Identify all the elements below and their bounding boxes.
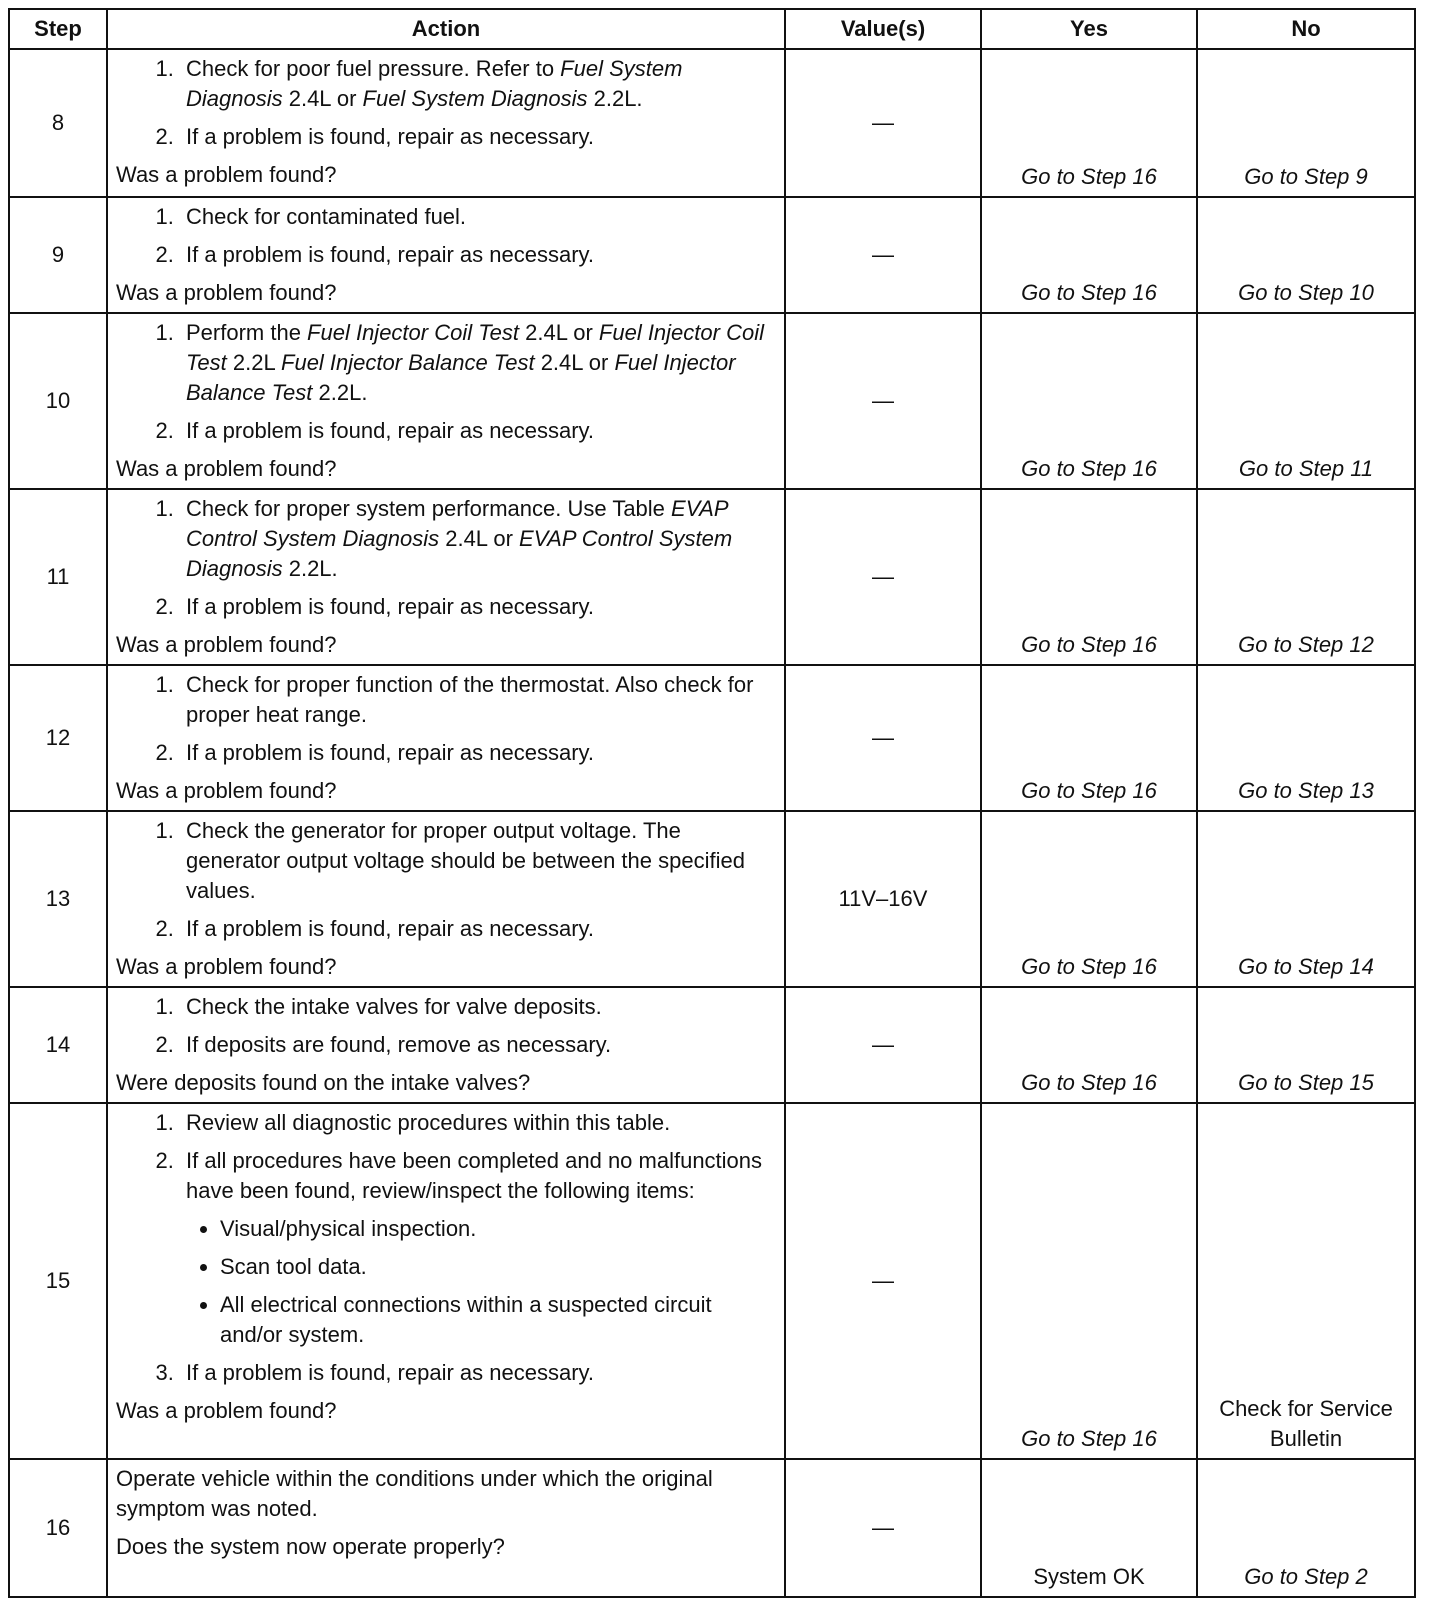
inspection-list — [186, 1214, 778, 1350]
header-values: Value(s) — [785, 9, 981, 49]
action-text: Operate vehicle within the conditions under which the original symptom was noted. — [116, 1466, 713, 1521]
yes-link[interactable]: Go to Step 16 — [981, 197, 1197, 313]
value-cell: — — [785, 49, 981, 197]
action-cell — [107, 489, 785, 665]
no-link[interactable]: Go to Step 14 — [1197, 811, 1415, 987]
action-cell — [107, 197, 785, 313]
action-question: Does the system now operate properly? — [116, 1534, 505, 1559]
step-number: 15 — [9, 1103, 107, 1459]
action-question: Were deposits found on the intake valves? — [116, 1070, 531, 1095]
table-row — [9, 811, 1415, 987]
action-step: 1. Review all diagnostic procedures within this table. — [180, 1108, 778, 1138]
action-question: Was a problem found? — [116, 280, 337, 305]
value-cell: — — [785, 489, 981, 665]
table-row — [9, 49, 1415, 197]
action-step: 1. Check for proper function of the thermostat. Also check for proper heat range. — [180, 670, 778, 730]
header-step: Step — [9, 9, 107, 49]
action-cell — [107, 665, 785, 811]
table-row — [9, 987, 1415, 1103]
action-question: Was a problem found? — [116, 1398, 337, 1423]
action-step: 2. If all procedures have been completed and no malfunctions have been found, review/inspect the following items: • Visual/physical inspection. • Scan tool data. • All electrical connections within a suspected circuit and/or system. — [180, 1146, 778, 1350]
step-number: 8 — [9, 49, 107, 197]
list-item: • All electrical connections within a suspected circuit and/or system. — [220, 1290, 778, 1350]
action-step: 1. Check the intake valves for valve deposits. — [180, 992, 778, 1022]
action-cell — [107, 811, 785, 987]
action-cell — [107, 1459, 785, 1597]
step-number: 9 — [9, 197, 107, 313]
action-step: 2. If a problem is found, repair as necessary. — [180, 914, 778, 944]
action-step: 1. Check for poor fuel pressure. Refer to Fuel System Diagnosis 2.4L or Fuel System Diagnosis 2.2L. — [180, 54, 778, 114]
header-yes: Yes — [981, 9, 1197, 49]
value-cell: — — [785, 665, 981, 811]
table-row — [9, 1103, 1415, 1459]
list-item: • Scan tool data. — [220, 1252, 778, 1282]
no-link[interactable]: Go to Step 15 — [1197, 987, 1415, 1103]
yes-result: System OK — [981, 1459, 1197, 1597]
action-step: 1. Check the generator for proper output voltage. The generator output voltage should be between the specified values. — [180, 816, 778, 906]
value-cell: — — [785, 1103, 981, 1459]
action-step: 3. If a problem is found, repair as necessary. — [180, 1358, 778, 1388]
action-step: 1. Check for proper system performance. Use Table EVAP Control System Diagnosis 2.4L or EVAP Control System Diagnosis 2.2L. — [180, 494, 778, 584]
table-row — [9, 313, 1415, 489]
yes-link[interactable]: Go to Step 16 — [981, 489, 1197, 665]
yes-link[interactable]: Go to Step 16 — [981, 313, 1197, 489]
action-step: 2. If a problem is found, repair as necessary. — [180, 592, 778, 622]
action-cell — [107, 49, 785, 197]
step-number: 12 — [9, 665, 107, 811]
yes-link[interactable]: Go to Step 16 — [981, 987, 1197, 1103]
action-step: 2. If a problem is found, repair as necessary. — [180, 122, 778, 152]
action-cell — [107, 1103, 785, 1459]
action-question: Was a problem found? — [116, 778, 337, 803]
action-question: Was a problem found? — [116, 162, 337, 187]
action-step: 1. Check for contaminated fuel. — [180, 202, 778, 232]
table-row — [9, 665, 1415, 811]
step-number: 14 — [9, 987, 107, 1103]
step-number: 13 — [9, 811, 107, 987]
table-row — [9, 489, 1415, 665]
value-cell: — — [785, 313, 981, 489]
diagnostic-table — [8, 8, 1416, 1598]
action-question: Was a problem found? — [116, 954, 337, 979]
value-cell: — — [785, 197, 981, 313]
yes-link[interactable]: Go to Step 16 — [981, 665, 1197, 811]
action-step: 2. If a problem is found, repair as necessary. — [180, 738, 778, 768]
no-link[interactable]: Go to Step 10 — [1197, 197, 1415, 313]
action-step: 2. If a problem is found, repair as necessary. — [180, 416, 778, 446]
action-step: 2. If a problem is found, repair as necessary. — [180, 240, 778, 270]
step-number: 10 — [9, 313, 107, 489]
action-cell — [107, 987, 785, 1103]
header-row — [9, 9, 1415, 49]
no-result: Check for Service Bulletin — [1197, 1103, 1415, 1459]
table-row — [9, 1459, 1415, 1597]
value-cell: — — [785, 1459, 981, 1597]
action-cell — [107, 313, 785, 489]
table-row — [9, 197, 1415, 313]
list-item: • Visual/physical inspection. — [220, 1214, 778, 1244]
step-number: 16 — [9, 1459, 107, 1597]
no-link[interactable]: Go to Step 13 — [1197, 665, 1415, 811]
action-question: Was a problem found? — [116, 632, 337, 657]
action-step: 2. If deposits are found, remove as necessary. — [180, 1030, 778, 1060]
action-question: Was a problem found? — [116, 456, 337, 481]
value-cell: — — [785, 987, 981, 1103]
header-action: Action — [107, 9, 785, 49]
value-cell: 11V–16V — [785, 811, 981, 987]
no-link[interactable]: Go to Step 2 — [1197, 1459, 1415, 1597]
yes-link[interactable]: Go to Step 16 — [981, 49, 1197, 197]
header-no: No — [1197, 9, 1415, 49]
yes-link[interactable]: Go to Step 16 — [981, 1103, 1197, 1459]
no-link[interactable]: Go to Step 11 — [1197, 313, 1415, 489]
no-link[interactable]: Go to Step 9 — [1197, 49, 1415, 197]
action-step: 1. Perform the Fuel Injector Coil Test 2.4L or Fuel Injector Coil Test 2.2L Fuel Injector Balance Test 2.4L or Fuel Injector Balance Test 2.2L. — [180, 318, 778, 408]
yes-link[interactable]: Go to Step 16 — [981, 811, 1197, 987]
no-link[interactable]: Go to Step 12 — [1197, 489, 1415, 665]
step-number: 11 — [9, 489, 107, 665]
